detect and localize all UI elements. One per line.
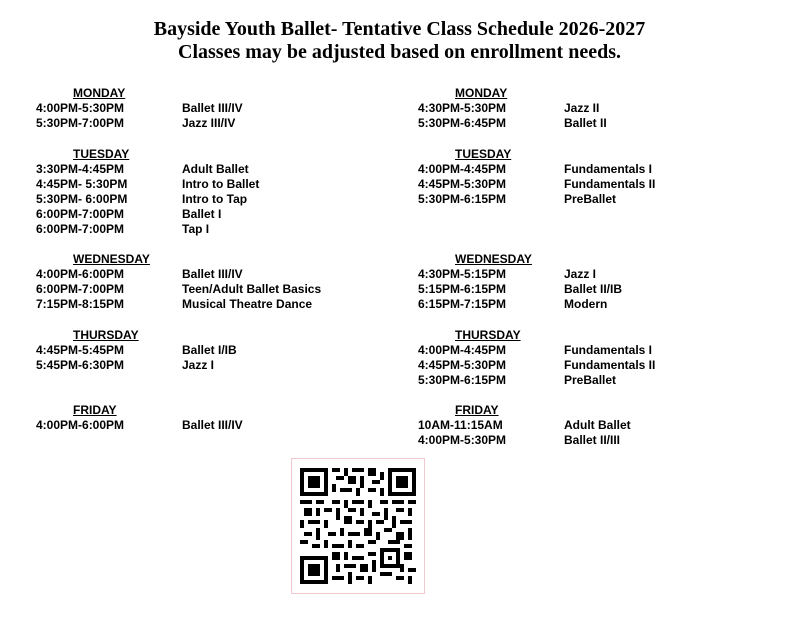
class-time: 4:45PM- 5:30PM — [36, 177, 128, 191]
day-thursday-left — [36, 328, 416, 373]
class-time: 4:00PM-4:45PM — [418, 343, 507, 357]
class-time: 5:30PM-6:15PM — [418, 373, 507, 387]
schedule-row — [36, 101, 416, 116]
day-heading: WEDNESDAY — [73, 252, 150, 266]
schedule-row — [418, 282, 788, 297]
class-time: 5:30PM- 6:00PM — [36, 192, 128, 206]
schedule-row — [36, 116, 416, 131]
day-heading: THURSDAY — [73, 328, 139, 342]
day-heading: MONDAY — [73, 86, 126, 100]
class-time: 4:00PM-4:45PM — [418, 162, 507, 176]
class-name: Ballet II/IB — [564, 282, 623, 296]
class-time: 10AM-11:15AM — [418, 418, 503, 432]
class-time: 4:00PM-5:30PM — [36, 101, 125, 115]
schedule-row — [36, 267, 416, 282]
schedule-row — [418, 297, 788, 312]
class-name: Fundamentals II — [564, 177, 656, 191]
schedule-row — [418, 418, 788, 433]
class-name: Jazz I — [564, 267, 597, 281]
schedule-row — [418, 343, 788, 358]
schedule-row — [36, 177, 416, 192]
day-heading: MONDAY — [455, 86, 508, 100]
class-time: 6:00PM-7:00PM — [36, 207, 125, 221]
class-time: 5:30PM-6:45PM — [418, 116, 507, 130]
class-time: 5:30PM-6:15PM — [418, 192, 507, 206]
class-name: Fundamentals II — [564, 358, 656, 372]
schedule-row — [418, 267, 788, 282]
class-time: 4:00PM-6:00PM — [36, 418, 125, 432]
class-time: 4:45PM-5:30PM — [418, 358, 507, 372]
class-name: Tap I — [182, 222, 210, 236]
schedule-row — [418, 101, 788, 116]
class-name: Jazz I — [182, 358, 215, 372]
day-heading: FRIDAY — [455, 403, 499, 417]
page-title: Bayside Youth Ballet- Tentative Class Schedule 2026-2027 — [153, 18, 646, 40]
class-name: Adult Ballet — [564, 418, 631, 432]
day-heading: THURSDAY — [455, 328, 521, 342]
class-name: Fundamentals I — [564, 162, 653, 176]
day-heading: TUESDAY — [455, 147, 512, 161]
class-time: 4:00PM-5:30PM — [418, 433, 507, 447]
class-time: 4:45PM-5:30PM — [418, 177, 507, 191]
schedule-row — [418, 433, 788, 448]
class-time: 6:00PM-7:00PM — [36, 282, 125, 296]
day-wednesday-right — [418, 252, 788, 312]
class-name: Ballet I — [182, 207, 222, 221]
schedule-row — [418, 373, 788, 388]
schedule-row — [36, 297, 416, 312]
page-subtitle: Classes may be adjusted based on enrollment needs. — [178, 41, 621, 63]
class-time: 4:30PM-5:30PM — [418, 101, 507, 115]
day-wednesday-left — [36, 252, 416, 312]
class-name: Ballet III/IV — [182, 101, 243, 115]
qr-code[interactable] — [291, 458, 425, 594]
class-name: PreBallet — [564, 192, 617, 206]
day-monday-left — [36, 86, 416, 131]
class-name: Ballet III/IV — [182, 267, 243, 281]
class-name: Intro to Tap — [182, 192, 248, 206]
class-time: 4:45PM-5:45PM — [36, 343, 125, 357]
class-time: 5:45PM-6:30PM — [36, 358, 125, 372]
class-name: Teen/Adult Ballet Basics — [182, 282, 322, 296]
class-name: Ballet II — [564, 116, 607, 130]
schedule-row — [36, 192, 416, 207]
class-name: Modern — [564, 297, 608, 311]
class-name: Intro to Ballet — [182, 177, 260, 191]
class-time: 6:15PM-7:15PM — [418, 297, 507, 311]
class-name: Musical Theatre Dance — [182, 297, 313, 311]
class-name: Ballet III/IV — [182, 418, 243, 432]
day-friday-left — [36, 403, 416, 433]
class-time: 5:15PM-6:15PM — [418, 282, 507, 296]
schedule-row — [418, 177, 788, 192]
day-friday-right — [418, 403, 788, 448]
class-time: 4:00PM-6:00PM — [36, 267, 125, 281]
class-time: 6:00PM-7:00PM — [36, 222, 125, 236]
day-monday-right — [418, 86, 788, 131]
schedule-row — [36, 162, 416, 177]
class-time: 5:30PM-7:00PM — [36, 116, 125, 130]
day-heading: FRIDAY — [73, 403, 117, 417]
schedule-row — [418, 116, 788, 131]
class-name: Ballet II/III — [564, 433, 621, 447]
schedule-row — [418, 358, 788, 373]
class-name: Jazz II — [564, 101, 600, 115]
class-name: Jazz III/IV — [182, 116, 236, 130]
schedule-row — [418, 162, 788, 177]
day-thursday-right — [418, 328, 788, 388]
day-tuesday-left — [36, 147, 416, 237]
day-tuesday-right — [418, 147, 788, 207]
schedule-row — [36, 358, 416, 373]
day-heading: WEDNESDAY — [455, 252, 532, 266]
schedule-row — [36, 207, 416, 222]
class-time: 4:30PM-5:15PM — [418, 267, 507, 281]
class-time: 7:15PM-8:15PM — [36, 297, 125, 311]
class-name: Fundamentals I — [564, 343, 653, 357]
schedule-row — [418, 192, 788, 207]
class-name: Adult Ballet — [182, 162, 249, 176]
class-name: Ballet I/IB — [182, 343, 237, 357]
class-time: 3:30PM-4:45PM — [36, 162, 125, 176]
schedule-row — [36, 222, 416, 237]
schedule-row — [36, 418, 416, 433]
schedule-row — [36, 282, 416, 297]
day-heading: TUESDAY — [73, 147, 130, 161]
class-name: PreBallet — [564, 373, 617, 387]
schedule-row — [36, 343, 416, 358]
qr-code-icon — [300, 468, 416, 584]
